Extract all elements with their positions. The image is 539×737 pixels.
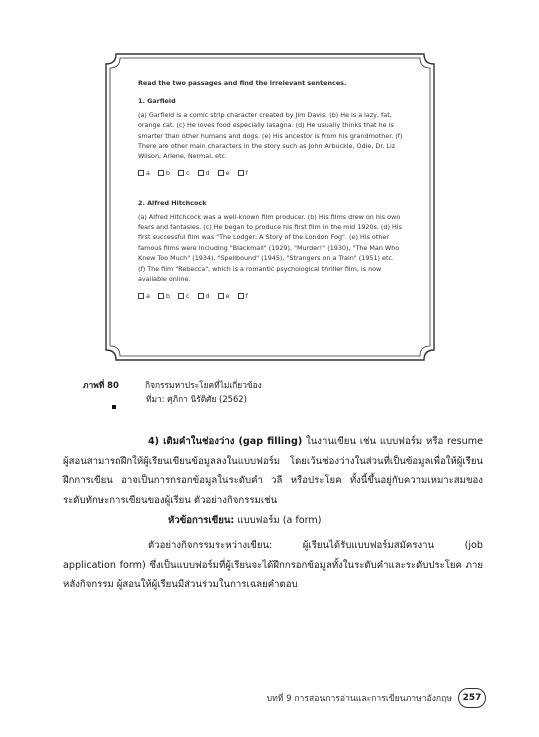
- option-checkbox[interactable]: e: [218, 168, 230, 178]
- exercise-heading: Read the two passages and find the irrelevant sentences.: [138, 79, 347, 87]
- topic-label: หัวข้อการเขียน:: [168, 515, 235, 526]
- option-checkbox[interactable]: d: [198, 168, 210, 178]
- passage2-title: 2. Alfred Hitchcock: [138, 199, 207, 208]
- passage2-text: (a) Alfred Hitchcock was a well-known film producer. (b) His films drew on his own fears and fantasies. (c) He began to produce his first film in the mid 1920s. (d) His first successful film was "The Lodger: A Story of the London Fog". (e) His other famous films were including "Blackmail" (1929), "Murder!" (1930), "The Man Who Knew Too Much" (1934), "Spellbound" (1945), "Strangers on a Train" (1951) etc. (f) The film "Rebecca", which is a romantic psychological thriller film, is now available online.: [138, 212, 402, 284]
- passage2-options: [138, 291, 403, 301]
- figure-source: ที่มา: ศุภิกา นิรัติศัย (2562): [146, 394, 247, 404]
- paragraph-writing-topic: หัวข้อการเขียน: แบบฟอร์ม (a form): [168, 515, 322, 526]
- figure-title: กิจกรรมหาประโยคที่ไม่เกี่ยวข้อง: [145, 380, 262, 390]
- exercise-frame: [104, 52, 436, 362]
- chapter-title: บทที่ 9 การสอนการอ่านและการเขียนภาษาอังกฤษ: [266, 694, 452, 704]
- option-checkbox[interactable]: d: [198, 291, 210, 301]
- option-checkbox[interactable]: c: [178, 168, 190, 178]
- option-checkbox[interactable]: b: [158, 291, 170, 301]
- option-checkbox[interactable]: e: [218, 291, 230, 301]
- paragraph-example-activity: ตัวอย่างกิจกรรมระหว่างเขียน: ผู้เรียนได้รับแบบฟอร์มสมัครงาน (job application form) ซึ่งเป็นแบบฟอร์มที่ผู้เรียนจะได้ฝึกกรอกข้อมูลทั้งในระดับคำและระดับประโยค ภายหลังกิจกรรม ผู้สอนให้ผู้เรียนมีส่วนร่วมในการเฉลยคำตอบ: [63, 540, 483, 590]
- section-heading: 4) เติมคำในช่องว่าง (gap filling): [148, 436, 303, 447]
- paragraph-gap-filling: 4) เติมคำในช่องว่าง (gap filling) ในงานเขียน เช่น แบบฟอร์ม หรือ resume ผู้สอนสามารถฝึกให้ผู้เรียนเขียนข้อมูลลงในแบบฟอร์ม โดยเว้นช่องว่างในส่วนที่เป็นข้อมูลเพื่อให้ผู้เรียนฝึกการเขียน อาจเป็นการกรอกข้อมูลในระดับคำ วลี หรือประโยค ทั้งนี้ขึ้นอยู่กับความเหมาะสมของระดับทักษะการเขียนของผู้เรียน ตัวอย่างกิจกรรมเช่น: [63, 436, 483, 506]
- exercise-content: [138, 78, 403, 301]
- passage1-text: (a) Garfield is a comic strip character created by Jim Davis. (b) He is a lazy, fat, orange cat. (c) He loves food especially lasagna. (d) He usually thinks that he is smarter than other humans and dogs. (e) His ancestor is from his grandmother. (f) There are other main characters in the story such as John Arbuckle, Odie, Dr. Liz Wilson, Arlene, Nermal, etc.: [138, 110, 403, 161]
- bullet-icon: [112, 405, 116, 409]
- option-checkbox[interactable]: f: [238, 168, 248, 178]
- passage1-title: 1. Garfield: [138, 97, 176, 106]
- option-checkbox[interactable]: a: [138, 291, 150, 301]
- option-checkbox[interactable]: b: [158, 168, 170, 178]
- page-footer: [267, 688, 486, 708]
- figure-caption: [83, 378, 262, 404]
- page-number: 257: [458, 688, 486, 708]
- figure-label: ภาพที่ 80: [83, 380, 119, 390]
- option-checkbox[interactable]: f: [238, 291, 248, 301]
- option-checkbox[interactable]: a: [138, 168, 150, 178]
- passage1-options: [138, 168, 403, 178]
- option-checkbox[interactable]: c: [178, 291, 190, 301]
